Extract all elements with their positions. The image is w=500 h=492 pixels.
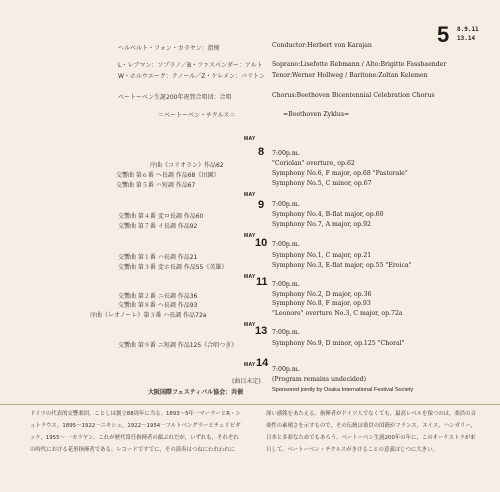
description-left: ドイツの代表的交響楽団。ことしは創立88周年に当る。1893～5年一マーラーとR・シュトラウス，1895～1922一ニキシュ，1922～1954一フルトベングラーとチェリビダッケ，1955～ 一カラヤン。これが歴代常任指揮者の顔ぶれだが，いずれも，それぞれの時代における花形指揮者である。レコードですでに，その演奏はつねにわれわれに <box>30 411 241 453</box>
performer-en: Soprano:Lisefotte Rebmann / Alto:Brigitte Fassbaender <box>272 61 447 68</box>
concert-month: MAY <box>244 362 256 368</box>
concert-day: 13 <box>255 325 268 337</box>
sponsor-en: Sponsored jointly by Osaka International Festival Society <box>272 387 414 393</box>
work-en: Symphony No.6, F major, op.68 "Pastorale" <box>272 170 408 177</box>
work-en: Symphony No.2, D major, op.36 <box>272 291 372 298</box>
work-jp: 序曲《コリオラン》作品62 <box>150 162 224 169</box>
description-right: 深い感銘をあたえる。指揮者がドイツ人でなくても，最高レベルを保つのは，楽員の音楽性の素晴さを示すもので，その伝統は楽員の国籍がフランス，スイス，ハンガリー，日本と多彩なためでもあろう。ベートーベン生誕200年の年に，このオーケストラが来日して，ベートーベン・チクルスがきけることの意義はじつに大きい。 <box>266 411 476 453</box>
concert-time: 7:00p.m. <box>272 366 300 373</box>
work-jp: 交響曲 第５番 ハ短調 作品67 <box>116 182 196 189</box>
work-en: Symphony No.7, A major, op.92 <box>272 221 371 228</box>
work-en: Symphony No.4, B-flat major, op.60 <box>272 211 384 218</box>
concert-month: MAY <box>244 322 256 328</box>
work-en: Symphony No.8, F major, op.93 <box>272 300 371 307</box>
work-jp: 序曲《レオノーレ》第３番 ハ長調 作品72a <box>90 312 207 319</box>
concert-month: MAY <box>244 136 256 142</box>
cycle-title-en: =Beethoven Zyklus= <box>283 111 350 118</box>
concert-time: 7:00p.m. <box>272 329 300 336</box>
performer-jp: L・レブマン：ソプラノ／B・ファスベンダー：アルト <box>118 62 263 69</box>
performer-jp: W・ホルウエーク：テノール／Z・ケレメン：バリトン <box>118 73 266 80</box>
concert-time: 7:00p.m. <box>272 201 300 208</box>
performer-en: Chorus:Beethoven Bicentennial Celebration Chorus <box>272 92 435 99</box>
date-code-bottom: 13.14 <box>457 35 476 42</box>
work-en: Symphony No.5, C minor, op.67 <box>272 180 372 187</box>
cycle-title-jp: ＝ベートーベン・チクルス＝ <box>158 112 236 119</box>
concert-month: MAY <box>244 233 256 239</box>
work-en: "Leonore" overture No.3, C major, op.72a <box>272 310 403 317</box>
concert-day: 11 <box>256 276 268 288</box>
page-number: 5 <box>437 22 450 47</box>
performer-jp: ベートーベン生誕200年祝賀合唱団：合唱 <box>118 94 232 101</box>
concert-time: 7:00p.m. <box>272 241 300 248</box>
work-en: Symphony No.1, C major, op.21 <box>272 252 372 259</box>
sponsor-jp: 大阪国際フェスティバル協会：共催 <box>148 389 244 396</box>
work-jp: (曲目未定) <box>232 378 261 385</box>
performer-en: Conductor:Herbert von Karajan <box>272 42 372 49</box>
concert-day: 10 <box>255 237 268 249</box>
concert-time: 7:00p.m. <box>272 281 300 288</box>
work-jp: 交響曲 第７番 イ長調 作品92 <box>118 223 198 230</box>
concert-day: 14 <box>256 357 269 369</box>
work-en: Symphony No.3, E-flat major, op.55 "Eroica" <box>272 262 412 269</box>
work-jp: 交響曲 第１番 ハ長調 作品21 <box>118 254 198 261</box>
concert-month: MAY <box>244 274 256 280</box>
work-jp: 交響曲 第２番 ニ長調 作品36 <box>118 293 198 300</box>
concert-month: MAY <box>244 192 256 198</box>
concert-day: 8 <box>258 146 265 158</box>
divider <box>0 404 500 405</box>
concert-time: 7:00p.m. <box>272 150 300 157</box>
work-en: (Program remains undecided) <box>272 376 367 383</box>
performer-jp: ヘルベルト・フォン・カラヤン：指揮 <box>118 45 220 52</box>
work-jp: 交響曲 第６番 ヘ長調 作品68《田園》 <box>116 172 220 179</box>
work-en: Symphony No.9, D minor, op.125 "Choral" <box>272 340 405 347</box>
date-code-top: 8.9.11 <box>457 26 479 33</box>
work-en: "Coriolan" overture, op.62 <box>272 160 355 167</box>
work-jp: 交響曲 第８番 ヘ長調 作品93 <box>118 302 198 309</box>
work-jp: 交響曲 第４番 変ロ長調 作品60 <box>118 213 204 220</box>
work-jp: 交響曲 第９番 ニ短調 作品125《合唱つき》 <box>118 342 238 349</box>
work-jp: 交響曲 第３番 変ホ長調 作品55《英雄》 <box>118 264 228 271</box>
concert-day: 9 <box>258 199 265 211</box>
performer-en: Tenor:Werner Hollweg / Baritone:Zoltan Kelemen <box>272 72 428 79</box>
